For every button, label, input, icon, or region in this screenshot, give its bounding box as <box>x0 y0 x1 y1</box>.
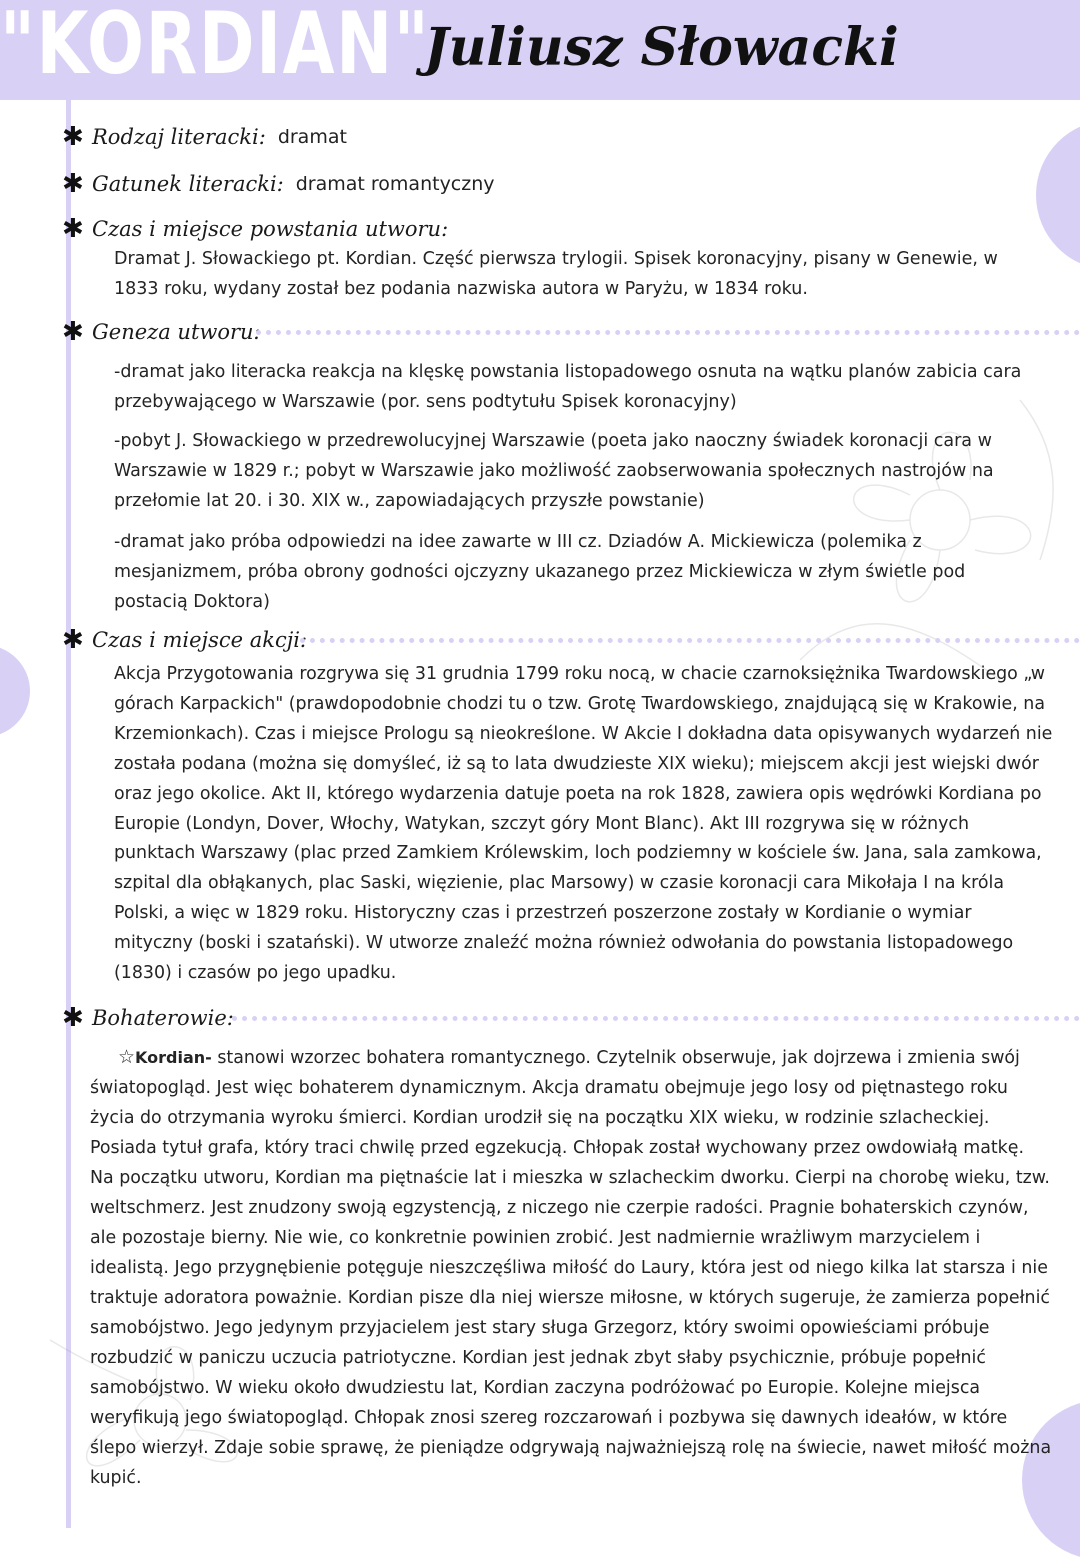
section-geneza <box>62 315 261 349</box>
dotted-separator <box>300 638 1080 643</box>
gatunek-label: Gatunek literacki: <box>92 172 284 196</box>
rodzaj-value: dramat <box>277 126 347 148</box>
dotted-separator <box>256 330 1080 335</box>
character-name: Kordian- <box>135 1048 212 1067</box>
section-czas-akcji <box>62 623 307 657</box>
star-outline-icon: ☆ <box>118 1046 136 1068</box>
geneza-label: Geneza utworu: <box>92 320 261 344</box>
section-rodzaj <box>62 120 347 154</box>
bohater-kordian-paragraph <box>90 1042 1052 1493</box>
section-gatunek <box>62 167 495 201</box>
star-bullet-icon: ✱ <box>62 214 84 244</box>
star-bullet-icon: ✱ <box>62 1003 84 1033</box>
geneza-point-3: -dramat jako próba odpowiedzi na idee zawarte w III cz. Dziadów A. Mickiewicza (polemika z mesjanizmem, próba obrony godności ojczyzny ukazanego przez Mickiewicza w złym świetle pod postacią Doktora) <box>114 532 966 612</box>
czas-powstania-text: Dramat J. Słowackiego pt. Kordian. Część pierwsza trylogii. Spisek koronacyjny, pisany w Genewie, w 1833 roku, wydany został bez podania nazwiska autora w Paryżu, w 1834 roku. <box>114 249 998 299</box>
page-title: "KORDIAN" <box>0 0 431 94</box>
character-description: stanowi wzorzec bohatera romantycznego. Czytelnik obserwuje, jak dojrzewa i zmienia swój światopogląd. Jest więc bohaterem dynamicznym. Akcja dramatu obejmuje jego losy od piętnastego roku życia do otrzymania wyroku śmierci. Kordian urodził się na początku XIX wieku, w rodzinie szlacheckiej. Posiada tytuł grafa, który traci chwilę przed egzekucją. Chłopak został wychowany przez owdowiałą matkę. Na początku utworu, Kordian ma piętnaście lat i mieszka w szlacheckim dworku. Cierpi na chorobę wieku, tzw. weltschmerz. Jest znudzony swoją egzystencją, z niczego nie czerpie radości. Pragnie bohaterskich czynów, ale pozostaje bierny. Nie wie, co konkretnie powinien zrobić. Jest nadmiernie wrażliwym marzycielem i idealistą. Jego przygnębienie potęguje nieszczęśliwa miłość do Laury, która jest od niego kilka lat starsza i nie traktuje adoratora poważnie. Kordian pisze dla niej wiersze miłosne, w których sugeruje, że zamierza popełnić samobójstwo. Jego jedynym przyjacielem jest stary sługa Grzegorz, który swoimi opowieściami próbuje rozbudzić w paniczu uczucia patriotyczne. Kordian jest jednak zbyt słaby psychicznie, próbuje popełnić samobójstwo. W wieku około dwudziestu lat, Kordian zaczyna podróżować po Europie. Kolejne miejsca weryfikują jego światopogląd. Chłopak znosi szereg rozczarowań i pozbywa się dawnych ideałów, w które ślepo wierzył. Zdaje sobie sprawę, że pieniądze odgrywają najważniejszą rolę na świecie, nawet miłość można kupić. <box>90 1048 1052 1488</box>
star-bullet-icon: ✱ <box>62 625 84 655</box>
czas-akcji-label: Czas i miejsce akcji: <box>92 628 308 652</box>
star-bullet-icon: ✱ <box>62 122 84 152</box>
dotted-separator <box>232 1016 1080 1021</box>
star-bullet-icon: ✱ <box>62 169 84 199</box>
star-bullet-icon: ✱ <box>62 317 84 347</box>
section-bohaterowie <box>62 1001 234 1035</box>
czas-powstania-label: Czas i miejsce powstania utworu: <box>92 217 449 241</box>
czas-akcji-text: Akcja Przygotowania rozgrywa się 31 grudnia 1799 roku nocą, w chacie czarnoksiężnika Twardowskiego „w górach Karpackich" (prawdopodobnie chodzi tu o tzw. Grotę Twardowskiego, znajdującą się w Krakowie, na Krzemionkach). Czas i miejsce Prologu są nieokreślone. W Akcie I dokładna data opisywanych wydarzeń nie została podana (można się domyśleć, iż są to lata dwudzieste XIX wieku); miejscem akcji jest wiejski dwór oraz jego okolice. Akt II, którego wydarzenia datuje poeta na rok 1828, zawiera opis wędrówki Kordiana po Europie (Londyn, Dover, Włochy, Watykan, szczyt góry Mont Blanc). Akt III rozgrywa się w różnych punktach Warszawy (plac przed Zamkiem Królewskim, loch podziemny w kościele św. Jana, sala zamkowa, szpital dla obłąkanych, plac Saski, więzienie, plac Marsowy) w czasie koronacji cara Mikołaja I na króla Polski, a więc w 1829 roku. Historyczny czas i przestrzeń poszerzone zostały w Kordianie o wymiar mityczny (boski i szatański). W utworze znaleźć można również odwołania do powstania listopadowego (1830) i czasów po jego upadku. <box>114 664 1053 984</box>
gatunek-value: dramat romantyczny <box>295 173 495 195</box>
geneza-point-1: -dramat jako literacka reakcja na klęskę powstania listopadowego osnuta na wątku planów zabicia cara przebywającego w Warszawie (por. sens podtytułu Spisek koronacyjny) <box>114 362 1022 412</box>
geneza-point-2: -pobyt J. Słowackiego w przedrewolucyjnej Warszawie (poeta jako naoczny świadek koronacji cara w Warszawie w 1829 r.; pobyt w Warszawie jako możliwość zaobserwowania społecznych nastrojów na przełomie lat 20. i 30. XIX w., zapowiadających przyszłe powstanie) <box>114 431 994 511</box>
rodzaj-label: Rodzaj literacki: <box>92 125 266 149</box>
section-czas-powstania <box>62 212 448 246</box>
decorative-circle-left <box>0 645 30 737</box>
decorative-circle-top-right <box>1036 120 1080 270</box>
author-name: Juliusz Słowacki <box>424 17 899 78</box>
bohaterowie-label: Bohaterowie: <box>92 1006 234 1030</box>
